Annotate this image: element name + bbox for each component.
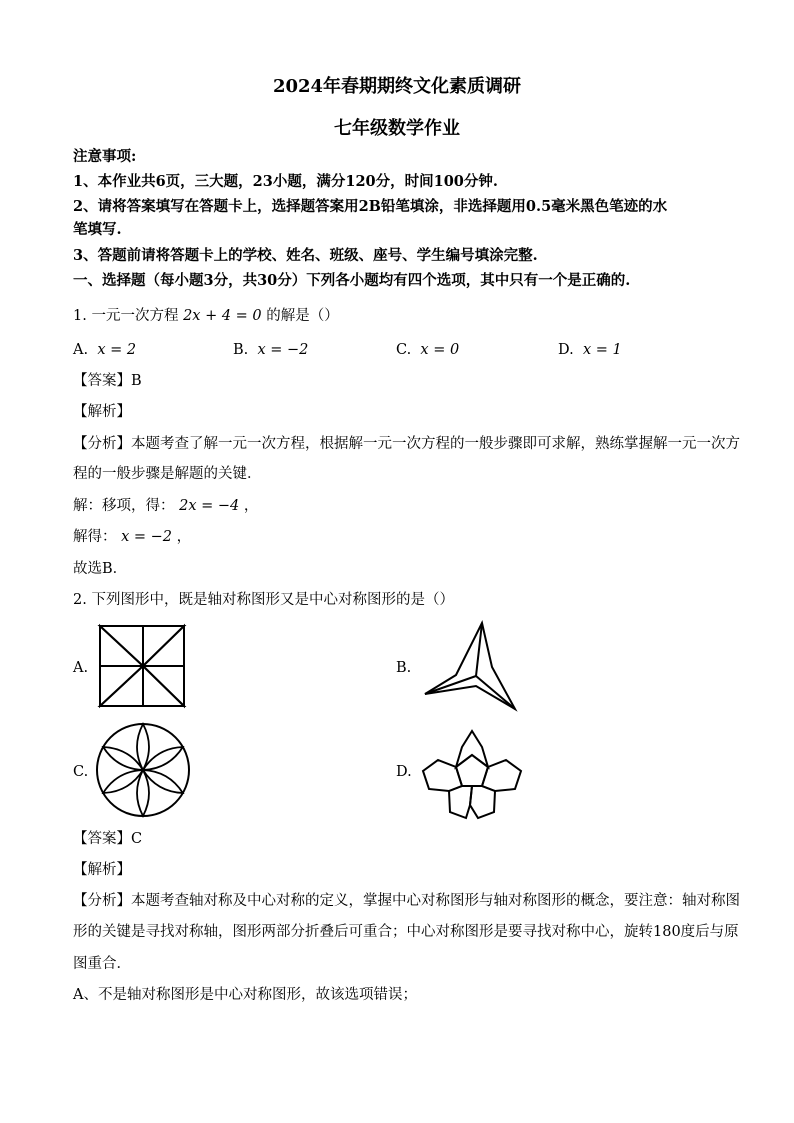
option-letter: C. (396, 342, 412, 358)
stem-prefix: 1. 一元一次方程 (73, 308, 179, 324)
section-heading: 一、选择题（每小题3分，共30分）下列各小题均有四个选项，其中只有一个是正确的. (73, 272, 631, 289)
analysis-line: 【分析】本题考查轴对称及中心对称的定义，掌握中心对称图形与轴对称图形的概念，要注意：轴对称图 (73, 893, 740, 909)
analysis-label: 【解析】 (73, 404, 131, 420)
analysis-line: 程的一般步骤是解题的关键． (73, 466, 262, 482)
circle-flower-figure (93, 720, 193, 820)
step-prefix: 解：移项，得： (73, 498, 175, 514)
answer-label: 【答案】C (73, 831, 143, 847)
figure-label-d: D. (396, 764, 412, 780)
solution-step (73, 527, 191, 547)
analysis-label: 【解析】 (73, 862, 131, 878)
option-letter: A. (73, 342, 89, 358)
answer-label: 【答案】B (73, 373, 142, 389)
step-suffix: ， (243, 498, 259, 514)
triangle-star-figure (420, 620, 520, 712)
option-a (73, 340, 136, 360)
analysis-line: 图重合． (73, 956, 131, 972)
figure-label-a: A. (73, 660, 89, 676)
option-text: x = 1 (582, 342, 622, 358)
document-subtitle: 七年级数学作业 (334, 118, 460, 139)
option-analysis-a: A、不是轴对称图形是中心对称图形，故该选项错误； (73, 987, 417, 1003)
document-title: 2024年春期期终文化素质调研 (272, 76, 522, 97)
option-letter: B. (233, 342, 249, 358)
solution-step (73, 496, 258, 516)
equation: 2x + 4 = 0 (183, 308, 262, 324)
option-text: x = 0 (420, 342, 460, 358)
note-line: 笔填写. (73, 221, 122, 238)
option-d (558, 340, 622, 360)
step-prefix: 解得： (73, 529, 117, 545)
question-2-stem: 2. 下列图形中，既是轴对称图形又是中心对称图形的是（） (73, 592, 454, 608)
option-letter: D. (558, 342, 574, 358)
note-line: 2、请将答案填写在答题卡上，选择题答案用2B铅笔填涂，非选择题用0.5毫米黑色笔迹的水 (73, 198, 668, 215)
conclusion: 故选B． (73, 561, 128, 577)
analysis-line: 【分析】本题考查了解一元一次方程，根据解一元一次方程的一般步骤即可求解，熟练掌握解一元一次方 (73, 436, 740, 452)
option-b (233, 340, 308, 360)
note-line: 3、答题前请将答题卡上的学校、姓名、班级、座号、学生编号填涂完整. (73, 247, 538, 264)
option-c (396, 340, 459, 360)
pentagon-ring-figure (418, 722, 526, 822)
question-1-stem (73, 306, 339, 326)
notes-heading: 注意事项: (73, 148, 137, 165)
figure-label-c: C. (73, 764, 89, 780)
step-suffix: ， (176, 529, 192, 545)
option-text: x = −2 (257, 342, 309, 358)
option-text: x = 2 (97, 342, 137, 358)
figure-label-b: B. (396, 660, 412, 676)
stem-suffix: 的解是（） (266, 308, 339, 324)
pinwheel-figure (96, 622, 190, 710)
step-equation: x = −2 (121, 529, 173, 545)
note-line: 1、本作业共6页，三大题，23小题，满分120分，时间100分钟. (73, 173, 498, 190)
analysis-line: 形的关键是寻找对称轴，图形两部分折叠后可重合；中心对称图形是要寻找对称中心，旋转180度后与原 (73, 924, 739, 940)
step-equation: 2x = −4 (179, 498, 240, 514)
